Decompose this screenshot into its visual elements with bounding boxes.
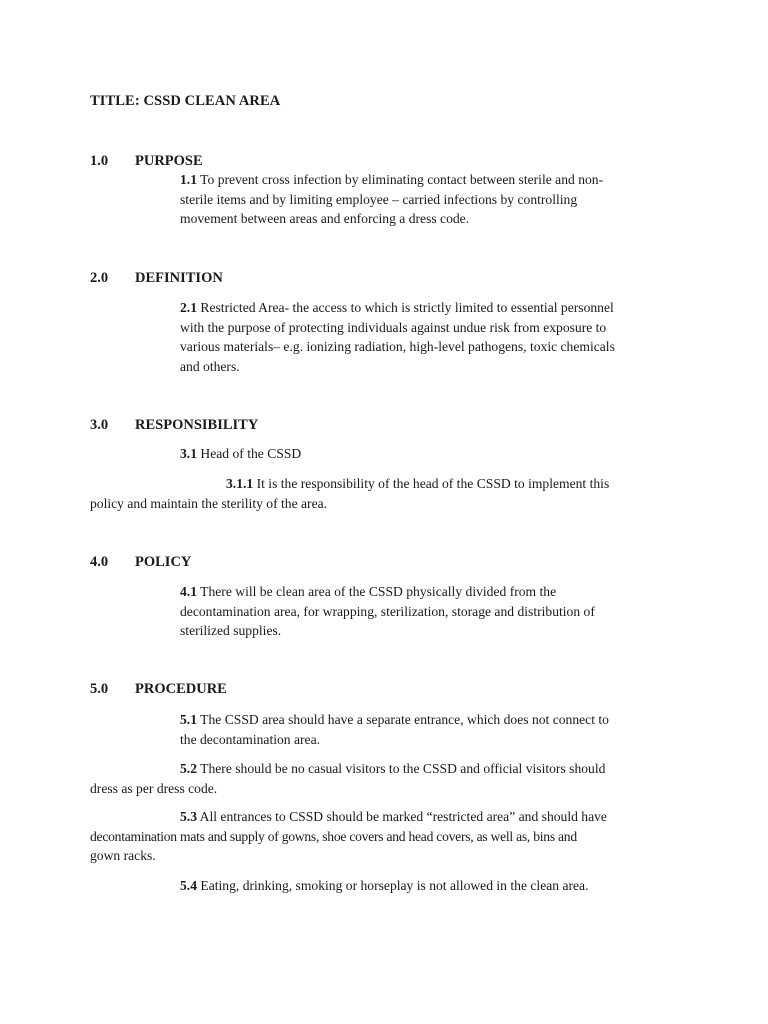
paragraph-5-4: 5.4 Eating, drinking, smoking or horseplay is not allowed in the clean area. [180,878,589,893]
item-number: 5.1 [180,712,197,727]
section-title: POLICY [135,554,192,570]
section-number: 2.0 [90,270,109,286]
section-title: PURPOSE [135,153,203,169]
section-title: PROCEDURE [135,681,227,697]
paragraph-5-3: 5.3 All entrances to CSSD should be marked “restricted area” and should have decontamination mats and supply of gowns, shoe covers and head covers, as well as, bins and gown racks. [90,809,607,863]
section-number: 4.0 [90,554,109,570]
paragraph-3-1: 3.1 Head of the CSSD [180,446,302,461]
section-number: 5.0 [90,681,109,697]
section-title: DEFINITION [135,270,223,286]
paragraph-4-1: 4.1 There will be clean area of the CSSD physically divided from the decontamination area, for wrapping, sterilization, storage and distribution of sterilized supplies. [180,584,595,638]
item-number: 5.2 [180,761,197,776]
paragraph-5-2: 5.2 There should be no casual visitors to the CSSD and official visitors should dress as per dress code. [90,761,606,796]
item-number: 5.3 [180,809,197,824]
section-number: 3.0 [90,417,109,433]
section-title: RESPONSIBILITY [135,417,259,433]
section-heading-definition [90,270,223,287]
document-title: TITLE: CSSD CLEAN AREA [90,93,281,109]
paragraph-2-1: 2.1 Restricted Area- the access to which is strictly limited to essential personnel with the purpose of protecting individuals against undue risk from exposure to various materials– e.g. ionizing radiation, high-level pathogens, toxic chemicals and others. [180,300,615,374]
item-number: 5.4 [180,878,197,893]
item-number: 3.1.1 [226,476,254,491]
section-heading-purpose [90,153,203,170]
section-number: 1.0 [90,153,109,169]
item-number: 2.1 [180,300,197,315]
paragraph-5-1: 5.1 The CSSD area should have a separate entrance, which does not connect to the decontamination area. [180,712,609,747]
section-heading-procedure [90,681,227,698]
section-heading-policy [90,554,191,571]
item-number: 1.1 [180,172,197,187]
section-heading-responsibility [90,417,258,434]
item-number: 4.1 [180,584,197,599]
item-number: 3.1 [180,446,197,461]
paragraph-1-1: 1.1 To prevent cross infection by eliminating contact between sterile and non- sterile items and by limiting employee – carried infections by controlling movement between areas and enforcing a dress code. [180,172,604,226]
paragraph-3-1-1: 3.1.1 It is the responsibility of the head of the CSSD to implement this policy and maintain the sterility of the area. [90,476,610,511]
